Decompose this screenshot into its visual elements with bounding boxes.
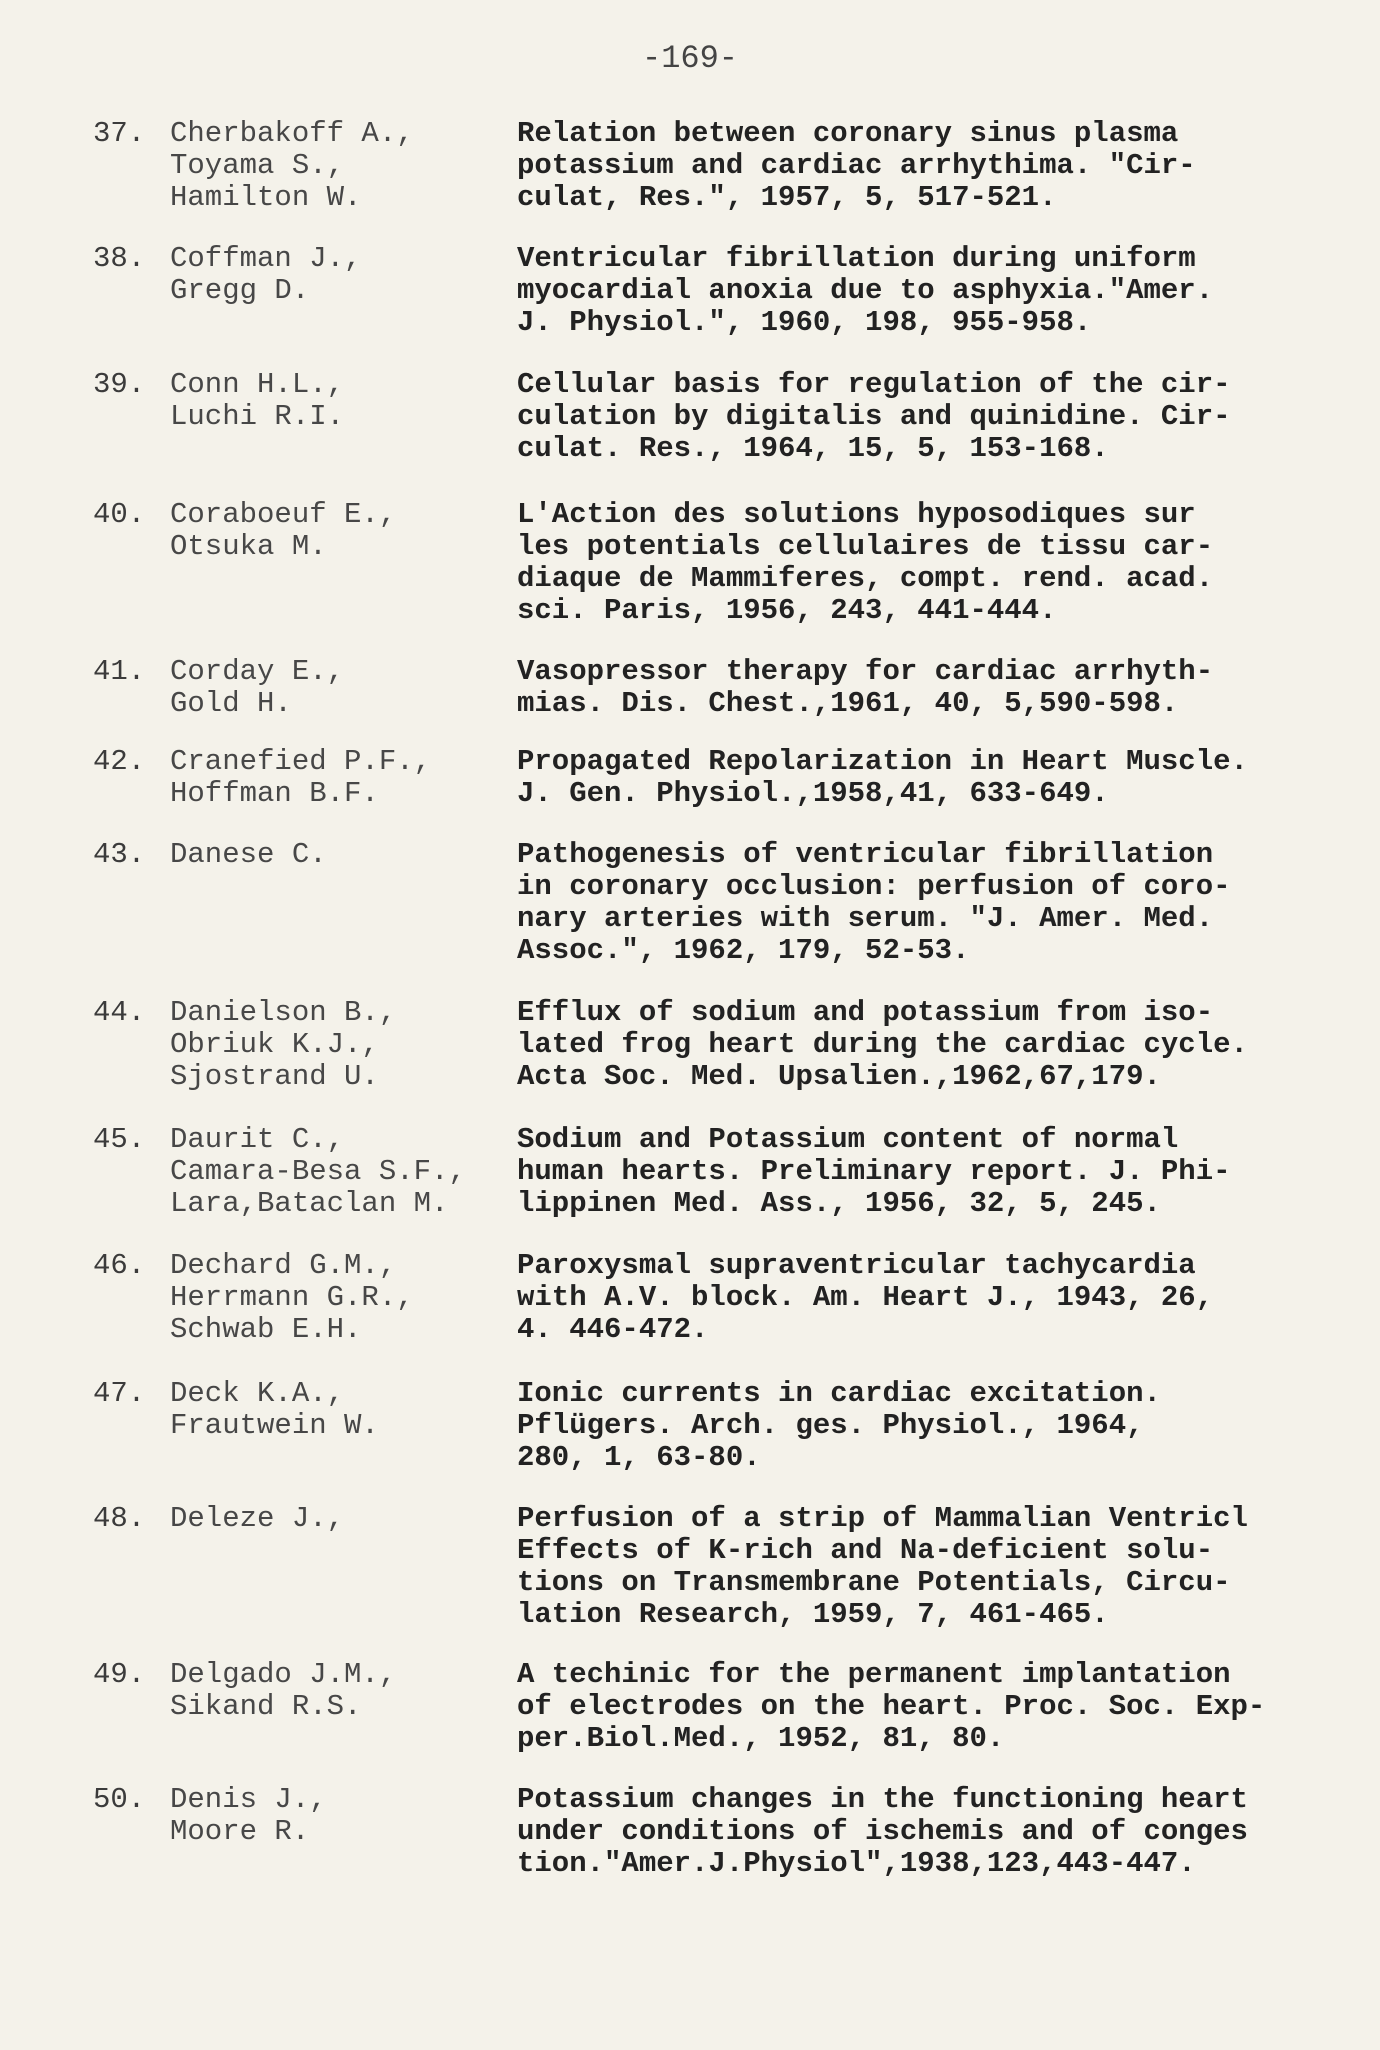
citation-line: lation Research, 1959, 7, 461-465.	[517, 1598, 1109, 1631]
reference-authors	[170, 1784, 510, 1848]
citation-line: J. Gen. Physiol.,1958,41, 633-649.	[517, 777, 1109, 810]
author-line: Camara-Besa S.F.,	[170, 1155, 466, 1188]
reference-number: 39.	[93, 368, 146, 401]
reference-citation	[517, 656, 1337, 720]
reference-number: 42.	[93, 745, 146, 778]
citation-line: A techinic for the permanent implantation	[517, 1658, 1231, 1691]
author-line: Herrmann G.R.,	[170, 1281, 414, 1314]
reference-citation	[517, 839, 1337, 967]
reference-authors	[170, 1378, 510, 1442]
citation-line: 4. 446-472.	[517, 1313, 709, 1346]
author-line: Moore R.	[170, 1815, 310, 1848]
author-line: Danielson B.,	[170, 996, 397, 1029]
author-line: Gregg D.	[170, 274, 310, 307]
citation-line: Assoc.", 1962, 179, 52-53.	[517, 934, 970, 967]
citation-line: tions on Transmembrane Potentials, Circu-	[517, 1566, 1231, 1599]
citation-line: les potentials cellulaires de tissu car-	[517, 530, 1214, 563]
reference-citation	[517, 746, 1337, 810]
citation-line: per.Biol.Med., 1952, 81, 80.	[517, 1722, 1005, 1755]
citation-line: culat. Res., 1964, 15, 5, 153-168.	[517, 432, 1109, 465]
reference-number: 40.	[93, 498, 146, 531]
citation-line: of electrodes on the heart. Proc. Soc. Exp-	[517, 1690, 1266, 1723]
citation-line: Acta Soc. Med. Upsalien.,1962,67,179.	[517, 1060, 1161, 1093]
citation-line: Relation between coronary sinus plasma	[517, 117, 1179, 150]
reference-citation	[517, 1503, 1337, 1631]
reference-number: 50.	[93, 1783, 146, 1816]
reference-number: 41.	[93, 655, 146, 688]
reference-authors	[170, 118, 510, 214]
reference-authors	[170, 499, 510, 563]
reference-authors	[170, 839, 510, 871]
citation-line: Pflügers. Arch. ges. Physiol., 1964,	[517, 1409, 1144, 1442]
author-line: Deleze J.,	[170, 1502, 345, 1535]
citation-line: under conditions of ischemis and of conges	[517, 1815, 1248, 1848]
citation-line: Ionic currents in cardiac excitation.	[517, 1377, 1161, 1410]
reference-number: 37.	[93, 117, 146, 150]
citation-line: Paroxysmal supraventricular tachycardia	[517, 1249, 1196, 1282]
reference-number: 46.	[93, 1249, 146, 1282]
citation-line: nary arteries with serum. "J. Amer. Med.	[517, 902, 1214, 935]
reference-citation	[517, 997, 1337, 1093]
author-line: Sjostrand U.	[170, 1060, 379, 1093]
author-line: Coffman J.,	[170, 242, 362, 275]
author-line: Dechard G.M.,	[170, 1249, 397, 1282]
reference-number: 44.	[93, 996, 146, 1029]
citation-line: Potassium changes in the functioning heart	[517, 1783, 1248, 1816]
author-line: Obriuk K.J.,	[170, 1028, 379, 1061]
citation-line: Efflux of sodium and potassium from iso-	[517, 996, 1214, 1029]
citation-line: culat, Res.", 1957, 5, 517-521.	[517, 181, 1057, 214]
reference-citation	[517, 118, 1337, 214]
reference-authors	[170, 1659, 510, 1723]
reference-authors	[170, 656, 510, 720]
reference-authors	[170, 1503, 510, 1535]
citation-line: diaque de Mammiferes, compt. rend. acad.	[517, 562, 1214, 595]
page-number: -169-	[641, 40, 738, 77]
citation-line: sci. Paris, 1956, 243, 441-444.	[517, 594, 1057, 627]
reference-number: 47.	[93, 1377, 146, 1410]
citation-line: Propagated Repolarization in Heart Muscle.	[517, 745, 1248, 778]
author-line: Gold H.	[170, 687, 292, 720]
citation-line: L'Action des solutions hyposodiques sur	[517, 498, 1196, 531]
citation-line: Sodium and Potassium content of normal	[517, 1123, 1179, 1156]
reference-number: 48.	[93, 1502, 146, 1535]
author-line: Danese C.	[170, 838, 327, 871]
author-line: Deck K.A.,	[170, 1377, 345, 1410]
author-line: Cherbakoff A.,	[170, 117, 414, 150]
author-line: Daurit C.,	[170, 1123, 345, 1156]
citation-line: potassium and cardiac arrhythima. "Cir-	[517, 149, 1196, 182]
citation-line: Pathogenesis of ventricular fibrillation	[517, 838, 1214, 871]
reference-authors	[170, 369, 510, 433]
reference-citation	[517, 1378, 1337, 1474]
reference-authors	[170, 1124, 510, 1220]
author-line: Delgado J.M.,	[170, 1658, 397, 1691]
reference-authors	[170, 1250, 510, 1346]
author-line: Sikand R.S.	[170, 1690, 362, 1723]
author-line: Denis J.,	[170, 1783, 327, 1816]
reference-citation	[517, 243, 1337, 339]
author-line: Hamilton W.	[170, 181, 362, 214]
citation-line: J. Physiol.", 1960, 198, 955-958.	[517, 306, 1092, 339]
author-line: Otsuka M.	[170, 530, 327, 563]
citation-line: tion."Amer.J.Physiol",1938,123,443-447.	[517, 1847, 1196, 1880]
author-line: Cranefied P.F.,	[170, 745, 432, 778]
citation-line: mias. Dis. Chest.,1961, 40, 5,590-598.	[517, 687, 1179, 720]
reference-number: 38.	[93, 242, 146, 275]
citation-line: 280, 1, 63-80.	[517, 1441, 761, 1474]
author-line: Frautwein W.	[170, 1409, 379, 1442]
reference-number: 43.	[93, 838, 146, 871]
reference-citation	[517, 1659, 1337, 1755]
citation-line: Effects of K-rich and Na-deficient solu-	[517, 1534, 1214, 1567]
reference-number: 45.	[93, 1123, 146, 1156]
reference-citation	[517, 1124, 1337, 1220]
citation-line: culation by digitalis and quinidine. Cir-	[517, 400, 1231, 433]
citation-line: Vasopressor therapy for cardiac arrhyth-	[517, 655, 1214, 688]
reference-citation	[517, 369, 1337, 465]
author-line: Conn H.L.,	[170, 368, 345, 401]
author-line: Lara,Bataclan M.	[170, 1187, 449, 1220]
citation-line: Perfusion of a strip of Mammalian Ventricl	[517, 1502, 1248, 1535]
author-line: Hoffman B.F.	[170, 777, 379, 810]
citation-line: in coronary occlusion: perfusion of coro-	[517, 870, 1231, 903]
citation-line: myocardial anoxia due to asphyxia."Amer.	[517, 274, 1214, 307]
citation-line: lippinen Med. Ass., 1956, 32, 5, 245.	[517, 1187, 1161, 1220]
reference-authors	[170, 746, 510, 810]
citation-line: with A.V. block. Am. Heart J., 1943, 26,	[517, 1281, 1214, 1314]
reference-citation	[517, 499, 1337, 627]
reference-citation	[517, 1250, 1337, 1346]
author-line: Coraboeuf E.,	[170, 498, 397, 531]
author-line: Luchi R.I.	[170, 400, 345, 433]
citation-line: lated frog heart during the cardiac cycle.	[517, 1028, 1248, 1061]
reference-authors	[170, 243, 510, 307]
reference-number: 49.	[93, 1658, 146, 1691]
citation-line: human hearts. Preliminary report. J. Phi-	[517, 1155, 1231, 1188]
citation-line: Ventricular fibrillation during uniform	[517, 242, 1196, 275]
author-line: Toyama S.,	[170, 149, 345, 182]
reference-citation	[517, 1784, 1337, 1880]
author-line: Schwab E.H.	[170, 1313, 362, 1346]
citation-line: Cellular basis for regulation of the cir-	[517, 368, 1231, 401]
author-line: Corday E.,	[170, 655, 345, 688]
reference-authors	[170, 997, 510, 1093]
